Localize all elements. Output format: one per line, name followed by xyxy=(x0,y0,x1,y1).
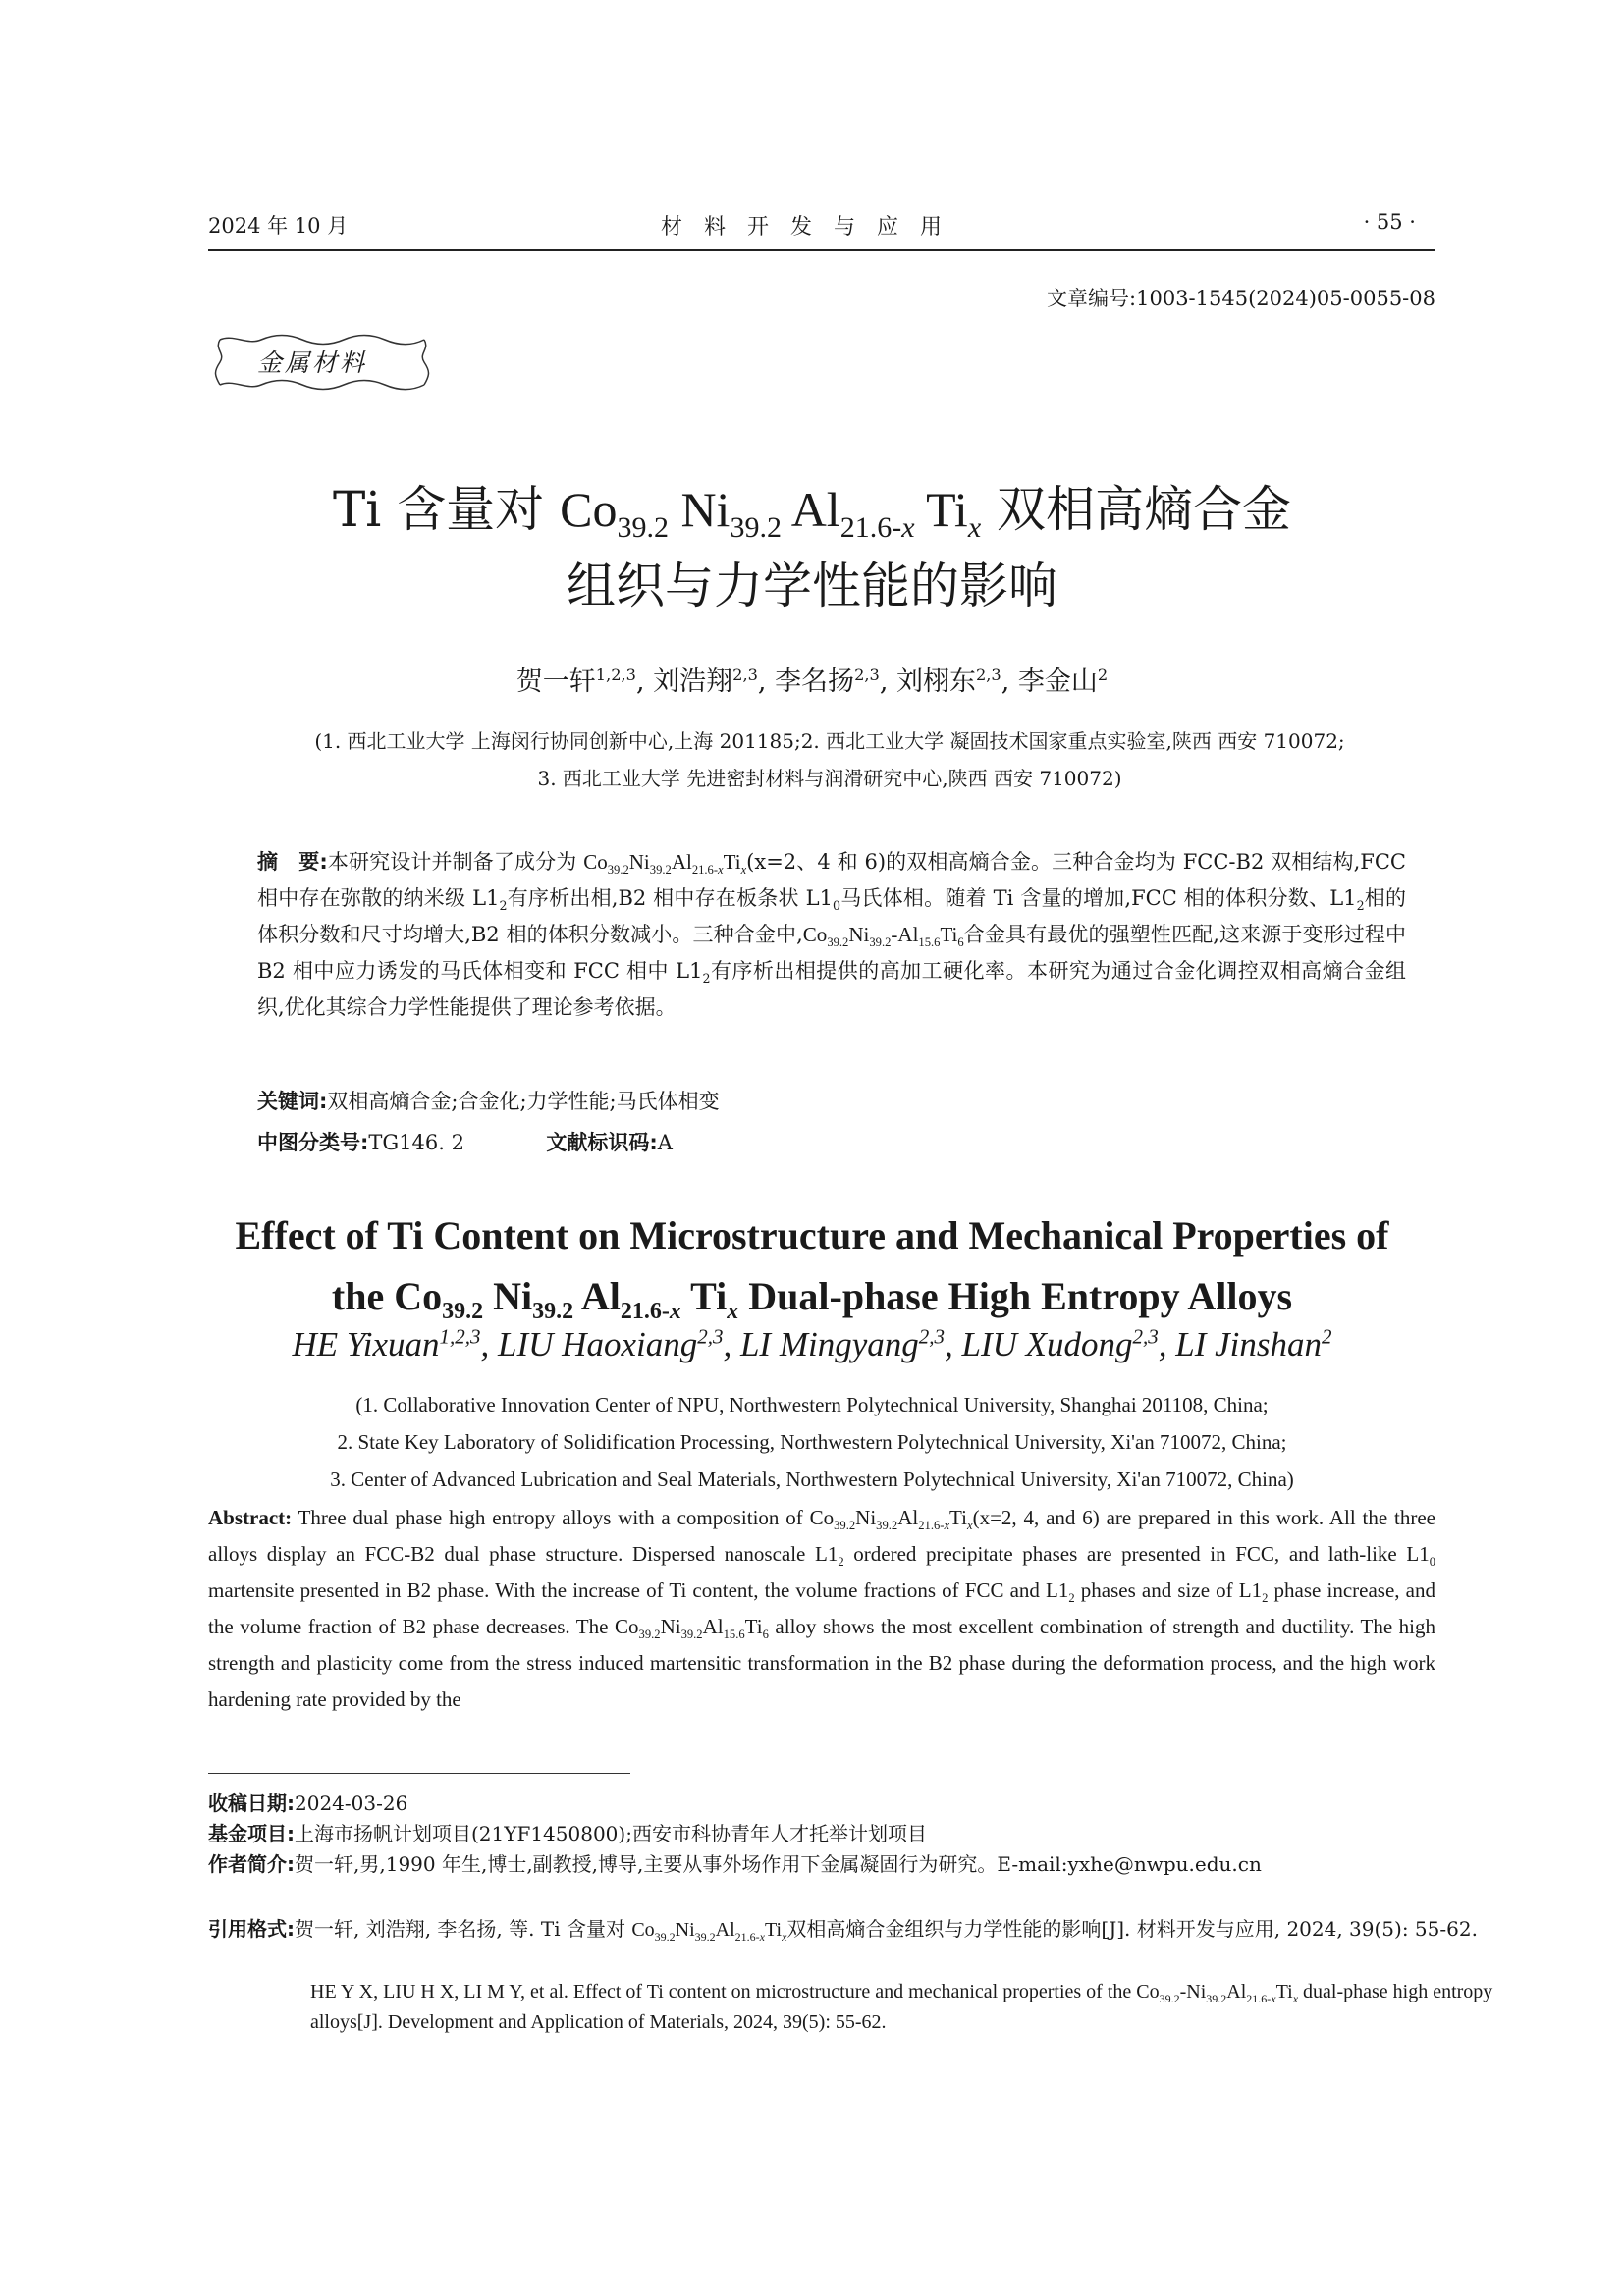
doc-code-value: A xyxy=(657,1131,673,1154)
class-label: 中图分类号: xyxy=(257,1131,369,1154)
article-number: 文章编号:1003-1545(2024)05-0055-08 xyxy=(1047,287,1435,310)
en-author: LIU Haoxiang xyxy=(498,1325,698,1363)
en-author-list: HE Yixuan$^{1,2,3}$, LIU Haoxiang$^{2,3}$, LI Mingyang$^{2,3}$, LIU Xudong$^{2,3}$, LI Jinshan$^2$ xyxy=(292,1324,1332,1363)
cn-affiliation: 3. 西北工业大学 先进密封材料与润滑研究中心,陕西 西安 710072) xyxy=(537,767,1122,790)
cn-title-prefix: Ti 含量对 xyxy=(332,481,561,538)
cn-author: 李名扬 xyxy=(775,667,855,697)
cn-author: 李金山 xyxy=(1017,667,1098,697)
doc-code-label: 文献标识码: xyxy=(546,1131,658,1154)
author-bio: 作者简介:贺一轩,男,1990 年生,博士,副教授,博导,主要从事外场作用下金属凝固行为研究。E-mail:yxhe@nwpu.edu.cn xyxy=(208,1852,1262,1876)
cn-author: 刘栩东 xyxy=(895,667,976,697)
keywords-text: 双相高熵合金;合金化;力学性能;马氏体相变 xyxy=(327,1090,720,1113)
cn-author: 贺一轩 xyxy=(515,667,596,697)
page-number: · 55 · xyxy=(1363,210,1416,234)
en-abstract: Abstract: Three dual phase high entropy alloys with a composition of $Co_{39.2}Ni_{39.2}Al_{21.6-x}Ti_x(x=2$, 4, and 6) are prepared in this work. All the three alloys display an FCC-B2 dual phase structure. Dispersed nanoscale $L1_2$ ordered precipitate phases are presented in FCC, and lath-like $L1_0$ martensite presented in B2 phase. With the increase of Ti content, the volume fractions of FCC and $L1_2$ phases and size of $L1_2$ phase increase, and the volume fraction of B2 phase decreases. The $Co_{39.2}Ni_{39.2}Al_{15.6}Ti_6$ alloy shows the most excellent combination of strength and ductility. The high strength and plasticity come from the stress induced martensitic transformation in the B2 phase during the deformation process, and the high work hardening rate provided by the xyxy=(208,1506,1436,1711)
en-title-line1: Effect of Ti Content on Microstructure and Mechanical Properties of xyxy=(235,1213,1389,1257)
cn-title-suffix: 双相高熵合金 xyxy=(981,481,1292,538)
en-author: LI Jinshan xyxy=(1175,1325,1323,1363)
en-title: Effect of Ti Content on Microstructure and Mechanical Properties of the $Co_{39.2}$ $Ni_{39.2}$ $Al_{21.6-x}$ $Ti_x$ Dual-phase High Entropy Alloys xyxy=(235,1213,1389,1324)
keywords-label: 关键词: xyxy=(257,1090,328,1113)
citation-cn: 引用格式:贺一轩, 刘浩翔, 李名扬, 等. Ti 含量对 $Co_{39.2}Ni_{39.2}Al_{21.6-x}Ti_x$双相高熵合金组织与力学性能的影响[J]. 材料开发与应用, 2024, 39(5): 55-62. xyxy=(208,1917,1478,1944)
en-author: LIU Xudong xyxy=(961,1325,1133,1363)
cn-affiliations xyxy=(196,722,1463,797)
class-value: TG146. 2 xyxy=(368,1131,464,1154)
en-affiliation: (1. Collaborative Innovation Center of NPU, Northwestern Polytechnical University, Shanghai 201108, China; xyxy=(355,1393,1269,1416)
cn-keywords xyxy=(257,1086,720,1115)
category-label: 金属材料 xyxy=(257,348,368,377)
header-rule xyxy=(208,249,1435,251)
cn-title: Ti 含量对 $Co_{39.2}$ $Ni_{39.2}$ $Al_{21.6-x}$ $Ti_x$ 双相高熵合金 组织与力学性能的影响 xyxy=(332,481,1292,614)
cn-abstract: 摘 要:本研究设计并制备了成分为 $Co_{39.2}Ni_{39.2}Al_{21.6-x}Ti_x(x=2$、4 和 6)的双相高熵合金。三种合金均为 FCC-B2 双相结构,FCC 相中存在弥散的纳米级 $L1_2$有序析出相,B2 相中存在板条状 $L1_0$马氏体相。随着 Ti 含量的增加,FCC 相的体积分数、$L1_2$相的体积分数和尺寸均增大,B2 相的体积分数减小。三种合金中$,Co_{39.2}Ni_{39.2}-Al_{15.6}Ti_6$合金具有最优的强塑性匹配,这来源于变形过程中 B2 相中应力诱发的马氏体相变和 FCC 相中 $L1_2$有序析出相提供的高加工硬化率。本研究为通过合金化调控双相高熵合金组织,优化其综合力学性能提供了理论参考依据。 xyxy=(257,850,1407,1019)
cn-classification xyxy=(257,1127,673,1156)
en-affiliations xyxy=(147,1386,1477,1498)
en-author: HE Yixuan xyxy=(292,1325,440,1363)
footnote-rule xyxy=(208,1773,630,1774)
cn-title-line2: 组织与力学性能的影响 xyxy=(567,558,1057,614)
cn-affiliation: (1. 西北工业大学 上海闵行协同创新中心,上海 201185;2. 西北工业大学 凝固技术国家重点实验室,陕西 西安 710072; xyxy=(314,729,1345,753)
funding: 基金项目:上海市扬帆计划项目(21YF1450800);西安市科协青年人才托举计划项目 xyxy=(208,1822,927,1845)
cn-author-list: 贺一轩$^{1,2,3}$, 刘浩翔$^{2,3}$, 李名扬$^{2,3}$, 刘栩东$^{2,3}$, 李金山$^2$ xyxy=(515,666,1109,697)
en-author: LI Mingyang xyxy=(739,1325,919,1363)
received-date: 收稿日期:2024-03-26 xyxy=(208,1791,408,1815)
header-date: 2024 年 10 月 xyxy=(208,214,349,238)
journal-name: 材料开发与应用 xyxy=(660,215,963,240)
cn-abstract-label: 摘 要: xyxy=(257,850,328,874)
en-affiliation: 2. State Key Laboratory of Solidification Processing, Northwestern Polytechnical University, Xi'an 710072, China; xyxy=(337,1430,1287,1454)
en-abstract-label: Abstract: xyxy=(208,1506,293,1529)
cn-author: 刘浩翔 xyxy=(653,667,733,697)
en-affiliation: 3. Center of Advanced Lubrication and Seal Materials, Northwestern Polytechnical University, Xi'an 710072, China) xyxy=(330,1468,1294,1491)
citation-en: HE Y X, LIU H X, LI M Y, et al. Effect of Ti content on microstructure and mechanical properties of the $Co_{39.2}-Ni_{39.2}Al_{21.6-x}Ti_x$ dual-phase high entropy alloys[J]. Development and Application of Materials, 2024, 39(5): 55-62. xyxy=(310,1981,1493,2033)
